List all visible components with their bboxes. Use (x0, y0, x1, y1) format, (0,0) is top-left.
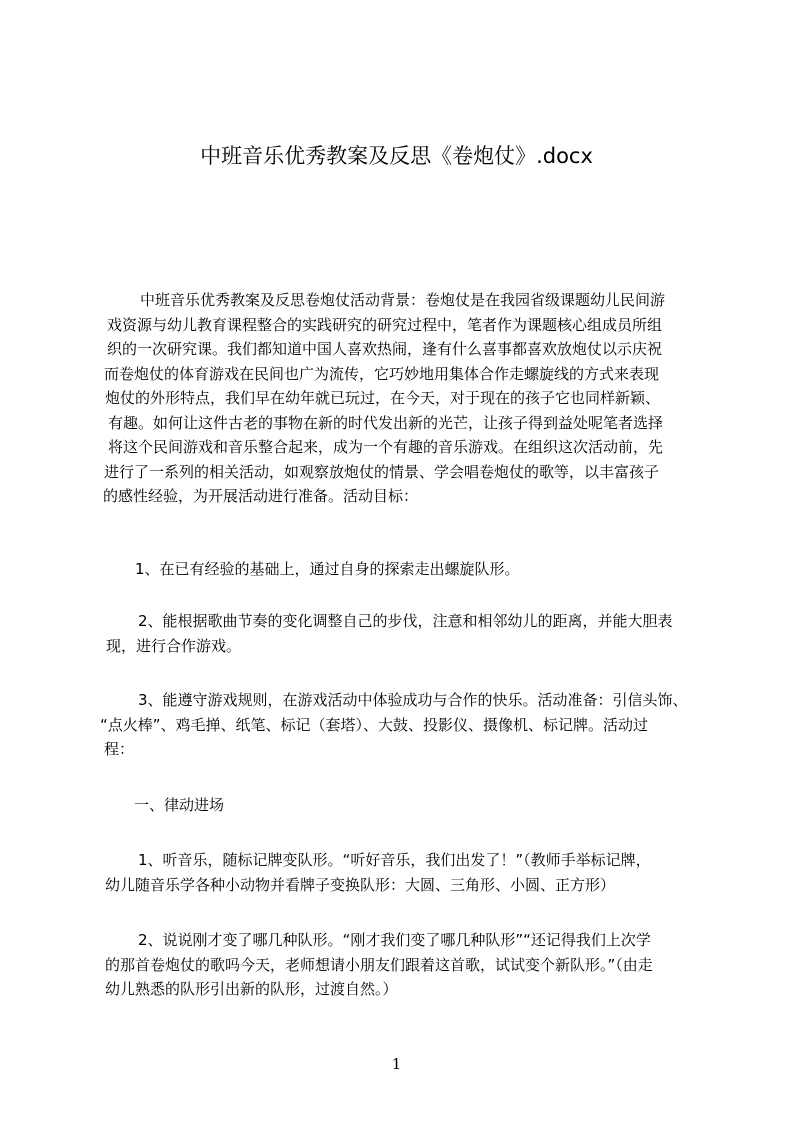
goal-1-paragraph (100, 557, 720, 582)
paragraph-line: 1、听音乐，随标记牌变队形。“听好音乐，我们出发了！”（教师手举标记牌， (138, 851, 651, 869)
section-heading-text: 一、律动进场 (134, 796, 225, 814)
page-number: 1 (391, 1055, 402, 1073)
paragraph-line: 戏资源与幼儿教育课程整合的实践研究的研究过程中，笔者作为课题核心组成员所组 (107, 315, 663, 334)
paragraph-line: 织的一次研究课。我们都知道中国人喜欢热闹，逢有什么喜事都喜欢放炮仗以示庆祝 (107, 340, 663, 358)
paragraph-line: 中班音乐优秀教案及反思卷炮仗活动背景：卷炮仗是在我园省级课题幼儿民间游 (140, 291, 666, 309)
section-heading (100, 793, 720, 818)
paragraph-line: 现，进行合作游戏。 (106, 636, 242, 655)
paragraph-line: 炮仗的外形特点，我们早在幼年就已玩过，在今天，对于现在的孩子它也同样新颖、 (105, 389, 661, 407)
paragraph-line: 幼儿随音乐学各种小动物并看牌子变换队形：大圆、三角形、小圆、正方形） (105, 875, 616, 894)
paragraph-line: 3、能遵守游戏规则，在游戏活动中体验成功与合作的快乐。活动准备：引信头饰、 (138, 691, 688, 709)
paragraph-line: 而卷炮仗的体育游戏在民间也广为流传，它巧妙地用集体合作走螺旋线的方式来表现 (104, 364, 660, 383)
paragraph-line: 幼儿熟悉的队形引出新的队形，过渡自然。） (105, 980, 398, 998)
goal-2-paragraph (100, 609, 720, 658)
paragraph-line: 2、能根据歌曲节奏的变化调整自己的步伐，注意和相邻幼儿的距离，并能大胆表 (138, 612, 673, 630)
intro-paragraph (100, 288, 720, 509)
step-1-paragraph (100, 848, 720, 897)
page-title: 中班音乐优秀教案及反思《卷炮仗》.docx (200, 144, 593, 168)
paragraph-line: “点火棒”、鸡毛掸、纸笔、标记（套塔）、大鼓、投影仪、摄像机、标记牌。活动过 (100, 715, 649, 734)
paragraph-line: 1、在已有经验的基础上，通过自身的探索走出螺旋队形。 (135, 560, 520, 578)
paragraph-line: 进行了一系列的相关活动，如观察放炮仗的情景、学会唱卷炮仗的歌等，以丰富孩子 (104, 462, 660, 481)
paragraph-line: 有趣。如何让这件古老的事物在新的时代发出新的光芒，让孩子得到益处呢笔者选择 (108, 413, 664, 432)
step-2-paragraph (100, 928, 720, 1002)
paragraph-line: 的感性经验，为开展活动进行准备。活动目标： (103, 487, 419, 505)
paragraph-line: 将这个民间游戏和音乐整合起来，成为一个有趣的音乐游戏。在组织这次活动前，先 (108, 438, 664, 456)
paragraph-line: 的那首卷炮仗的歌吗今天，老师想请小朋友们跟着这首歌，试试变个新队形。”（由走 (105, 955, 653, 974)
paragraph-line: 2、说说刚才变了哪几种队形。“刚才我们变了哪几种队形”“还记得我们上次学 (138, 931, 651, 949)
goal-3-paragraph (100, 688, 720, 762)
paragraph-line: 程： (104, 740, 135, 758)
